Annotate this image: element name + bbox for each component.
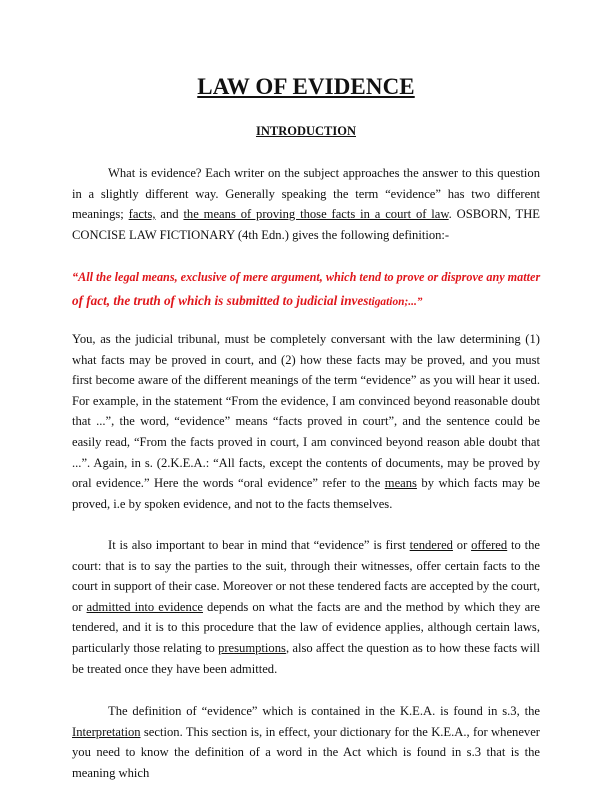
p3-text-c: to the court: that is to say the parties to the suit, through their witnesses, offer certain facts to the court in support of their case. Moreover or not these tendered facts are accepted by the court, or xyxy=(72,538,540,614)
paragraph-tribunal xyxy=(72,329,540,514)
paragraph-tendered xyxy=(72,535,540,679)
p3-underline-presumptions: presumptions xyxy=(218,640,286,655)
p3-underline-offered: offered xyxy=(471,538,508,552)
p2-text-end: by which facts may be proved, i.e by spoken evidence, and not to the facts themselves. xyxy=(72,476,540,511)
p2-underline-means: means xyxy=(384,476,417,491)
p1-text-b: and xyxy=(155,207,184,222)
paragraph-intro xyxy=(72,163,540,245)
p1-underline-means: the means of proving those facts in a court of law xyxy=(183,207,449,222)
paragraph-definition xyxy=(72,701,540,783)
p4-text-a: The definition of “evidence” which is contained in the K.E.A. is found in s.3, the xyxy=(108,704,540,718)
quote-text-a: “All the legal means, exclusive of mere argument, which tend to prove or disprove any matter xyxy=(72,270,541,284)
section-heading: INTRODUCTION xyxy=(255,124,356,138)
quote-text-c: tigation;...” xyxy=(368,296,423,308)
p1-text-c: . OSBORN, THE CONCISE LAW FICTIONARY (4th Edn.) gives the following definition:- xyxy=(72,207,540,242)
quote-text-b: of fact, the truth of which is submitted to judicial inves xyxy=(72,293,369,308)
document-title: LAW OF EVIDENCE xyxy=(197,74,415,99)
p3-text-b: or xyxy=(452,538,472,552)
p1-text-a: What is evidence? Each writer on the subject approaches the answer to this question in a slightly different way. Generally speaking the term “evidence” has two different meanings; xyxy=(72,166,540,222)
p4-text-b: section. This section is, in effect, your dictionary for the K.E.A., for whenever you need to know the definition of a word in the Act which is found in s.3 that is the meaning which xyxy=(72,724,540,780)
p3-text-e: , also affect the question as to how these facts will be treated once they have been admitted. xyxy=(72,640,540,676)
definition-quote xyxy=(72,266,542,314)
p3-text-a: It is also important to bear in mind that “evidence” is first xyxy=(108,538,410,552)
p4-underline-interpretation: Interpretation xyxy=(72,724,141,739)
p3-underline-admitted: admitted into evidence xyxy=(86,599,203,614)
p1-underline-facts: facts, xyxy=(128,207,156,222)
p3-text-d: depends on what the facts are and the method by which they are tendered, and it is to this procedure that the law of evidence applies, although certain laws, particularly those relating to xyxy=(72,599,541,655)
p2-text: You, as the judicial tribunal, must be completely conversant with the law determining (1) what facts may be proved in court, and (2) how these facts may be proved, and you must first become aware of the different meanings of the term “evidence” as you will hear it used. For example, in the statement “From the evidence, I am convinced beyond reasonable doubt that ...”, the word, “evidence” means “facts proved in court”, and the sentence could be easily read, “From the facts proved in court, I am convinced beyond reason able doubt that ...”. Again, in s. (2.K.E.A.: “All facts, except the contents of documents, may be proved by oral evidence.” Here the words “oral evidence” refer to the xyxy=(72,332,540,491)
p3-underline-tendered: tendered xyxy=(409,538,453,552)
